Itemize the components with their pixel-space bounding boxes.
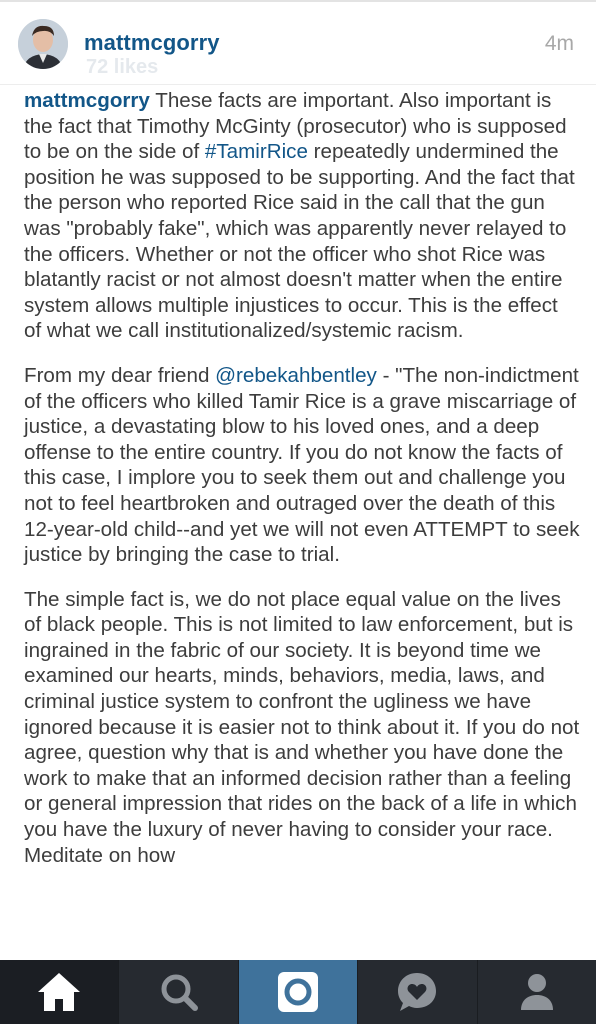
- person-icon: [519, 972, 555, 1012]
- tab-camera[interactable]: [239, 960, 358, 1024]
- tab-explore[interactable]: [119, 960, 238, 1024]
- caption-text: From my dear friend: [24, 363, 216, 387]
- caption-text: These facts are important. Also important is the fact that Timothy McGinty (prosecutor) who is supposed to be on the side of: [24, 89, 567, 164]
- tab-home[interactable]: [0, 960, 119, 1024]
- bottom-tab-bar: [0, 960, 596, 1024]
- post-time: 4m: [544, 32, 574, 55]
- tab-profile[interactable]: [478, 960, 596, 1024]
- post-username[interactable]: mattmcgorry: [84, 30, 220, 55]
- caption-paragraph-1: [24, 88, 580, 344]
- caption-paragraph-3: The simple fact is, we do not place equal value on the lives of black people. This is not limited to law enforcement, but is ingrained in the fabric of our society. It is beyond time we examined our hearts, minds, behaviors, media, laws, and criminal justice system to confront the ugliness we have ignored because it is easier not to think about it. If you do not agree, question why that is and whether you have done the work to make that an informed decision rather than a feeling or general impression that rides on the back of a life in which you have the luxury of never having to consider your race. Meditate on how: [24, 587, 580, 867]
- post-caption: [24, 88, 580, 887]
- camera-icon: [277, 971, 319, 1013]
- caption-text: repeatedly undermined the position he was supposed to be supporting. And the fact that the person who reported Rice said in the call that the gun was "probably fake", which was apparently never relayed to the officers. Whether or not the officer who shot Rice was blatantly racist or not almost doesn't matter when the entire system allows multiple injustices to occur. This is the effect of what we call institutionalized/systemic racism.: [24, 140, 575, 343]
- home-icon: [36, 971, 82, 1013]
- post-header: [0, 2, 596, 85]
- caption-text: - "The non-indictment of the officers who killed Tamir Rice is a grave miscarriage of justice, a devastating blow to his loved ones, and a deep offense to the entire country. If you do not know the facts of this case, I implore you to seek them out and challenge you not to feel heartbroken and outraged over the death of this 12-year-old child--and yet we will not even ATTEMPT to seek justice by bringing the case to trial.: [24, 363, 580, 567]
- mention-link[interactable]: @rebekahbentley: [215, 363, 377, 387]
- caption-paragraph-2: [24, 363, 580, 568]
- search-icon: [159, 972, 199, 1012]
- likes-count-ghost: 72 likes: [86, 56, 159, 78]
- caption-username[interactable]: mattmcgorry: [24, 89, 150, 112]
- avatar-image: [18, 19, 68, 69]
- avatar[interactable]: [18, 19, 68, 69]
- tab-activity[interactable]: [358, 960, 477, 1024]
- heart-bubble-icon: [396, 971, 438, 1013]
- hashtag-link[interactable]: #TamirRice: [204, 140, 308, 164]
